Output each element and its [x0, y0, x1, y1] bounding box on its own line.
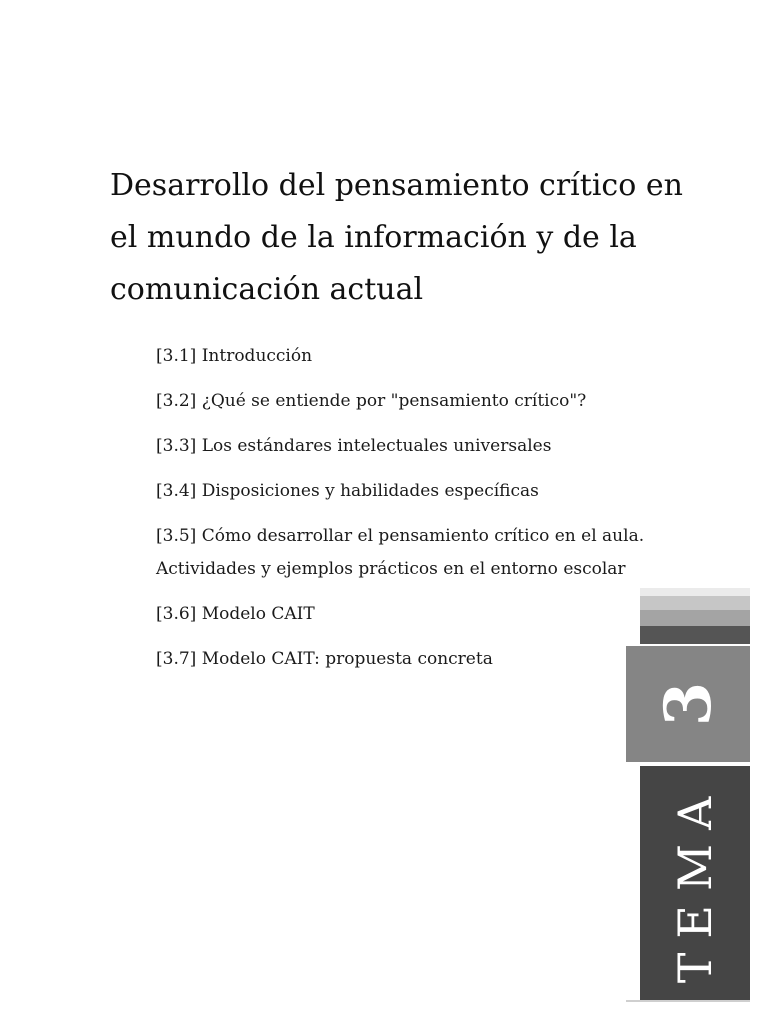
divider [626, 1000, 750, 1002]
chapter-label-tab [640, 766, 750, 1000]
chapter-label: TEMA [668, 782, 722, 984]
toc-item: [3.6] Modelo CAIT [156, 604, 315, 624]
toc-item: [3.5] Cómo desarrollar el pensamiento crítico en el aula. Actividades y ejemplos prácticos en el entorno escolar [156, 526, 645, 579]
page-title: Desarrollo del pensamiento crítico en el mundo de la información y de la comunicación actual [110, 168, 683, 307]
toc-item: [3.7] Modelo CAIT: propuesta concreta [156, 649, 493, 669]
decorative-stripe [640, 610, 750, 626]
toc-item: [3.2] ¿Qué se entiende por "pensamiento crítico"? [156, 391, 587, 411]
chapter-number-tab [626, 646, 750, 762]
table-of-contents [156, 340, 676, 688]
toc-item: [3.1] Introducción [156, 346, 313, 366]
decorative-stripe [640, 626, 750, 644]
toc-item: [3.3] Los estándares intelectuales universales [156, 436, 552, 456]
toc-item: [3.4] Disposiciones y habilidades específicas [156, 481, 539, 501]
decorative-stripe [640, 588, 750, 596]
decorative-stripe [640, 596, 750, 610]
chapter-number: 3 [650, 681, 726, 727]
